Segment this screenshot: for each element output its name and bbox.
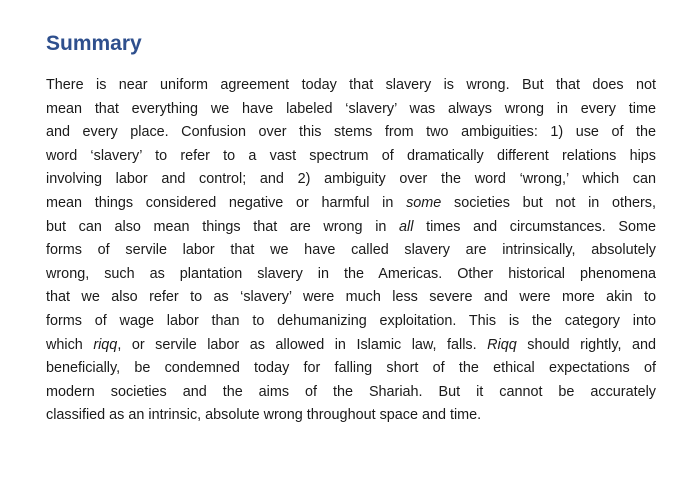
text-run: times and circumstances. Some xyxy=(413,218,656,235)
text-run: mean things considered negative or harmful in xyxy=(46,194,407,211)
paragraph-line xyxy=(46,263,656,287)
paragraph-line xyxy=(46,168,656,192)
text-run: but can also mean things that are wrong in xyxy=(46,218,400,235)
text-run: should rightly, and xyxy=(516,336,657,353)
text-run: and every place. Confusion over this stems from two ambiguities: 1) use of the xyxy=(46,124,656,141)
paragraph-line xyxy=(46,381,656,405)
text-run: word ‘slavery’ to refer to a vast spectrum of dramatically different relations hips xyxy=(46,147,656,164)
text-run: wrong, such as plantation slavery in the Americas. Other historical phenomena xyxy=(46,265,656,282)
text-run: societies but not in others, xyxy=(441,194,656,211)
paragraph-line xyxy=(46,216,656,240)
paragraph-line xyxy=(46,98,656,122)
paragraph-line xyxy=(46,404,656,428)
text-run: forms of wage labor than to dehumanizing exploitation. This is the category into xyxy=(46,312,656,329)
text-run: mean that everything we have labeled ‘slavery’ was always wrong in every time xyxy=(46,100,656,117)
paragraph-line xyxy=(46,145,656,169)
section-title: Summary xyxy=(46,32,142,55)
paragraph-line xyxy=(46,239,656,263)
text-run: involving labor and control; and 2) ambiguity over the word ‘wrong,’ which can xyxy=(46,171,656,188)
text-run: classified as an intrinsic, absolute wrong throughout space and time. xyxy=(46,407,482,424)
emphasized-text: all xyxy=(399,218,414,235)
paragraph-line xyxy=(46,192,656,216)
paragraph-line xyxy=(46,121,656,145)
paragraph-line xyxy=(46,286,656,310)
text-run: , or servile labor as allowed in Islamic law, falls. xyxy=(117,336,488,353)
paragraph-line xyxy=(46,357,656,381)
paragraph-line xyxy=(46,310,656,334)
paragraph-line xyxy=(46,74,656,98)
emphasized-text: riqq xyxy=(93,336,118,353)
text-run: There is near uniform agreement today that slavery is wrong. But that does not xyxy=(46,77,656,93)
text-run: beneficially, be condemned today for falling short of the ethical expectations of xyxy=(46,360,656,377)
emphasized-text: Riqq xyxy=(487,336,517,353)
summary-paragraph xyxy=(46,74,656,428)
text-run: forms of servile labor that we have called slavery are intrinsically, absolutely xyxy=(46,242,656,259)
text-run: which xyxy=(46,336,94,353)
emphasized-text: some xyxy=(406,194,442,211)
text-run: modern societies and the aims of the Shariah. But it cannot be accurately xyxy=(46,383,656,400)
paragraph-line xyxy=(46,334,656,358)
text-run: that we also refer to as ‘slavery’ were much less severe and were more akin to xyxy=(46,289,656,306)
